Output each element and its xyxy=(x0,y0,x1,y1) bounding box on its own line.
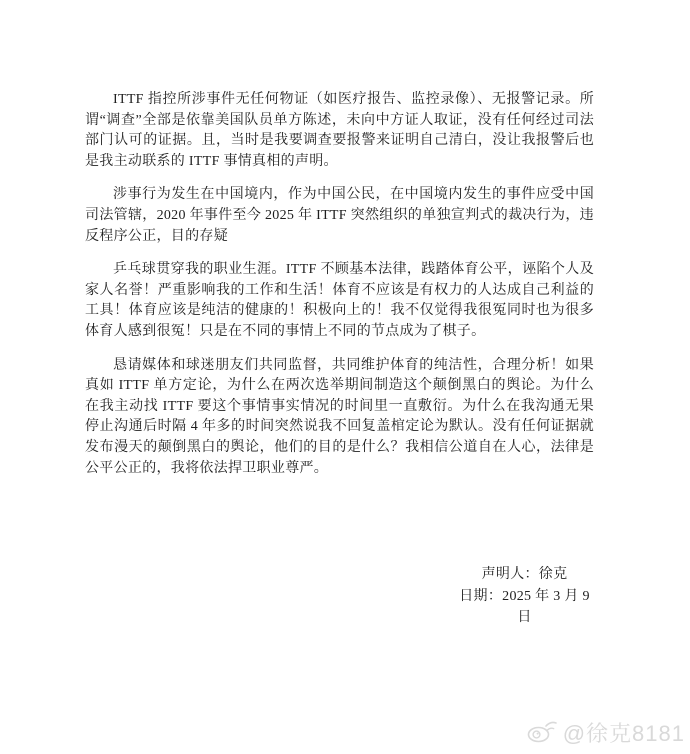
weibo-watermark xyxy=(527,716,685,748)
statement-body xyxy=(85,90,594,492)
statement-paragraph: ITTF 指控所涉事件无任何物证（如医疗报告、监控录像）、无报警记录。所谓“调查”全部是依靠美国队员单方陈述，未向中方证人取证，没有任何经过司法部门认可的证据。且，当时是我要调查要报警来证明自己清白，没让我报警后也是我主动联系的 ITTF 事情真相的声明。 xyxy=(85,92,594,169)
statement-paragraph: 涉事行为发生在中国境内，作为中国公民，在中国境内发生的事件应受中国司法管辖，2020 年事件至今 2025 年 ITTF 突然组织的单独宣判式的裁决行为，违反程序公正，目的存疑 xyxy=(85,187,594,244)
statement-paragraph: 乒乓球贯穿我的职业生涯。ITTF 不顾基本法律，践踏体育公平，诬陷个人及家人名誉！严重影响我的工作和生活！体育不应该是有权力的人达成自己利益的工具！体育应该是纯洁的健康的！积极向上的！我不仅觉得我很冤同时也为很多体育人感到很冤！只是在不同的事情上不同的节点成为了棋子。 xyxy=(85,262,594,339)
watermark-handle: @徐克8181 xyxy=(562,720,685,746)
date-line: 日期：2025 年 3 月 9 日 xyxy=(459,588,590,625)
signature-block xyxy=(452,564,597,629)
weibo-logo-icon xyxy=(527,716,559,748)
signer-line: 声明人：徐克 xyxy=(481,567,568,582)
statement-paragraph: 恳请媒体和球迷朋友们共同监督，共同维护体育的纯洁性，合理分析！如果真如 ITTF 单方定论，为什么在两次选举期间制造这个颠倒黑白的舆论。为什么在我主动找 ITTF 要这个事情事实情况的时间里一直敷衍。为什么在我沟通无果停止沟通后时隔 4 年多的时间突然说我不回复盖棺定论为默认。没有任何证据就发布漫天的颠倒黑白的舆论，他们的目的是什么？我相信公道自在人心，法律是公平公正的，我将依法捍卫职业尊严。 xyxy=(85,357,594,476)
